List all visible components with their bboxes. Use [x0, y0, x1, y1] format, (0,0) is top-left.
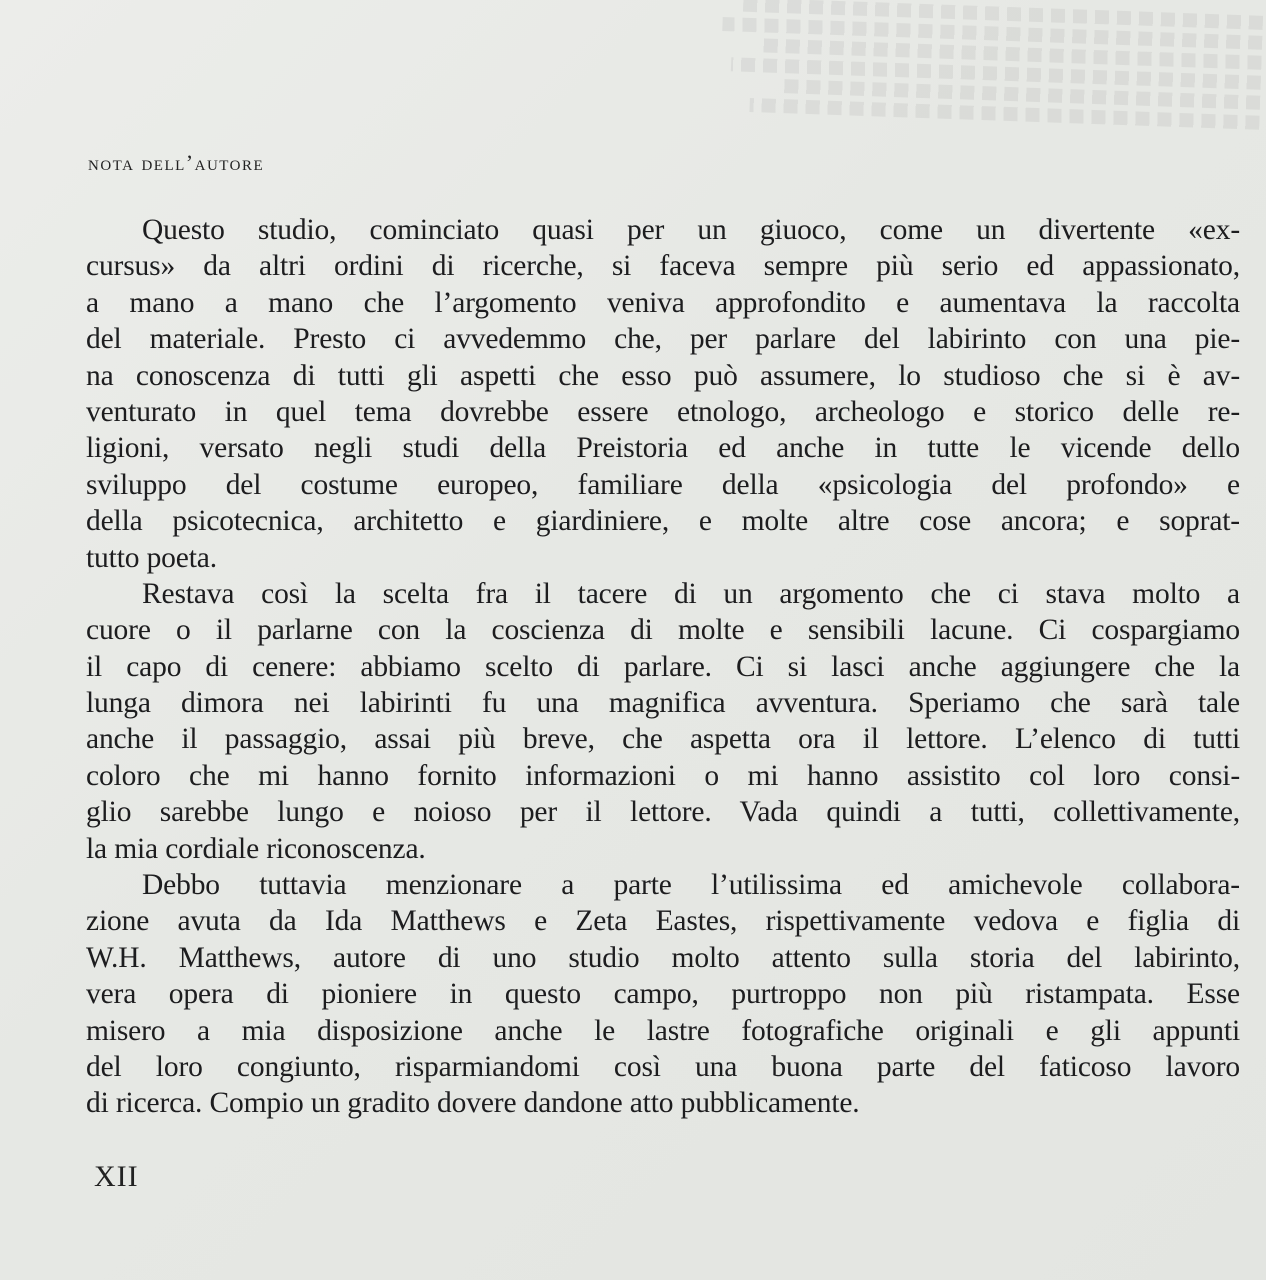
- text-line: a mano a mano che l’argomento veniva approfondito e aumentava la raccolta: [86, 286, 1240, 319]
- text-line: misero a mia disposizione anche le lastre fotografiche originali e gli appunti: [86, 1014, 1240, 1047]
- bleed-through-text: [697, 0, 1264, 210]
- text-line: del loro congiunto, risparmiandomi così una buona parte del faticoso lavoro: [86, 1050, 1240, 1083]
- paragraph-3: [86, 867, 1240, 1122]
- paragraph-2: [86, 576, 1240, 867]
- text-line: cuore o il parlarne con la coscienza di molte e sensibili lacune. Ci cospargiamo: [86, 614, 1240, 647]
- text-line: lunga dimora nei labirinti fu una magnifica avventura. Speriamo che sarà tale: [86, 687, 1240, 720]
- text-line: della psicotecnica, architetto e giardiniere, e molte altre cose ancora; e soprat-: [86, 505, 1240, 538]
- text-line: la mia cordiale riconoscenza.: [86, 832, 426, 865]
- text-line: il capo di cenere: abbiamo scelto di parlare. Ci si lasci anche aggiungere che la: [86, 650, 1240, 683]
- text-line: del materiale. Presto ci avvedemmo che, per parlare del labirinto con una pie-: [86, 323, 1240, 356]
- text-line: sviluppo del costume europeo, familiare della «psicologia del profondo» e: [86, 468, 1240, 501]
- text-line: Restava così la scelta fra il tacere di un argomento che ci stava molto a: [142, 577, 1240, 610]
- text-line: venturato in quel tema dovrebbe essere etnologo, archeologo e storico delle re-: [86, 395, 1240, 428]
- text-line: zione avuta da Ida Matthews e Zeta Eastes, rispettivamente vedova e figlia di: [86, 905, 1240, 938]
- text-line: vera opera di pioniere in questo campo, purtroppo non più ristampata. Esse: [86, 978, 1240, 1011]
- section-heading: nota dell’autore: [88, 150, 265, 175]
- text-line: ligioni, versato negli studi della Preistoria ed anche in tutte le vicende dello: [86, 432, 1240, 465]
- text-line: Debbo tuttavia menzionare a parte l’utilissima ed amichevole collabora-: [142, 869, 1240, 902]
- text-line: tutto poeta.: [86, 541, 217, 574]
- text-line: W.H. Matthews, autore di uno studio molto attento sulla storia del labirinto,: [86, 941, 1240, 974]
- text-line: glio sarebbe lungo e noioso per il lettore. Vada quindi a tutti, collettivamente,: [86, 796, 1240, 829]
- paragraph-1: [86, 212, 1240, 576]
- text-line: di ricerca. Compio un gradito dovere dandone atto pubblicamente.: [86, 1087, 860, 1120]
- body-text: [86, 212, 1240, 1122]
- page-number: XII: [94, 1160, 139, 1193]
- text-line: coloro che mi hanno fornito informazioni o mi hanno assistito col loro consi-: [86, 759, 1240, 792]
- text-line: Questo studio, cominciato quasi per un giuoco, come un divertente «ex-: [142, 214, 1240, 246]
- text-line: cursus» da altri ordini di ricerche, si faceva sempre più serio ed appassionato,: [86, 250, 1240, 283]
- text-line: na conoscenza di tutti gli aspetti che esso può assumere, lo studioso che si è av-: [86, 359, 1240, 392]
- text-line: anche il passaggio, assai più breve, che aspetta ora il lettore. L’elenco di tutti: [86, 723, 1240, 756]
